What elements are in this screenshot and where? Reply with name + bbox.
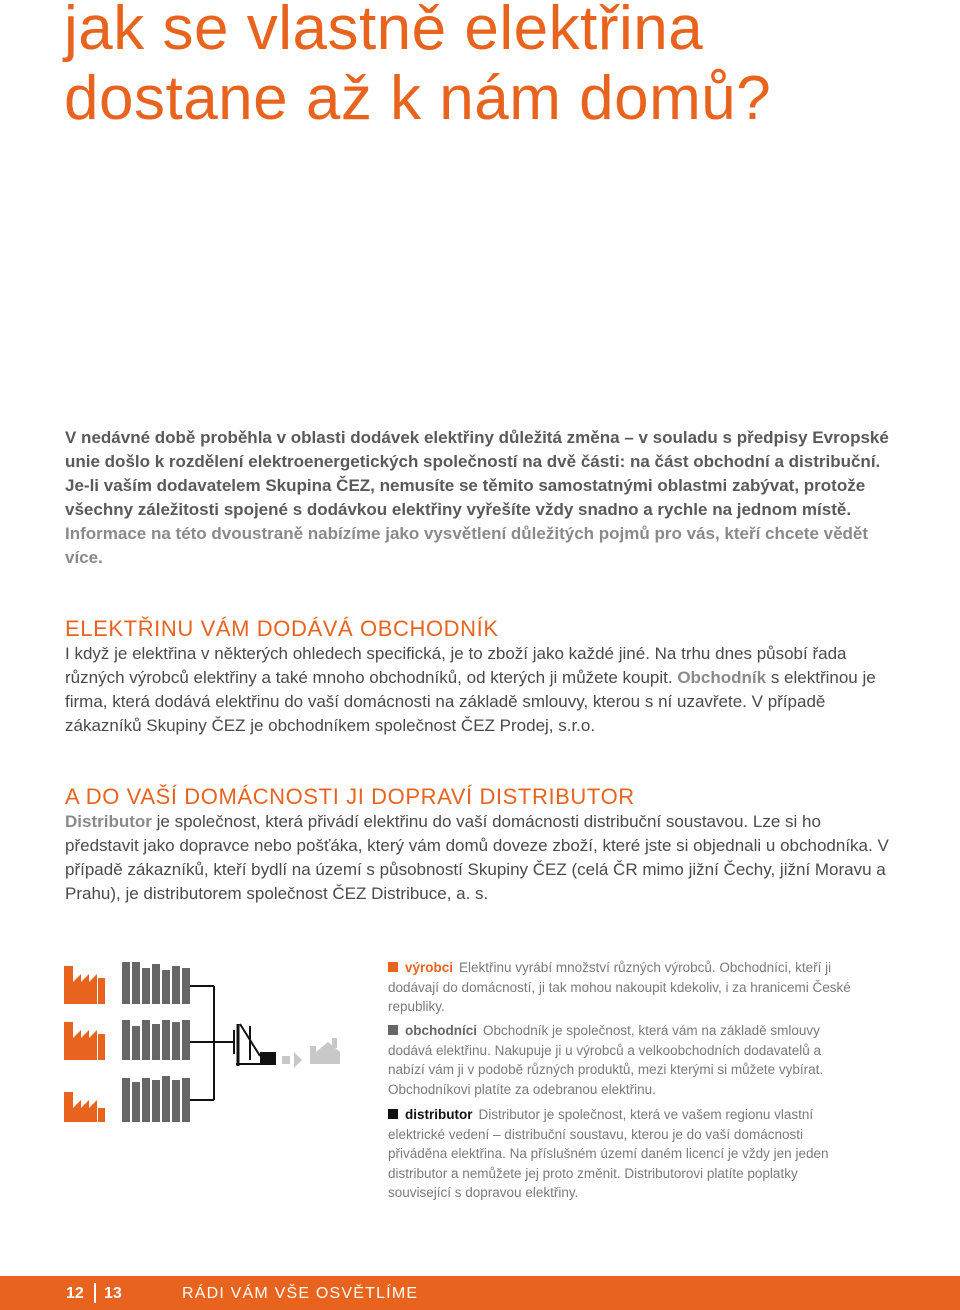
connector-lines bbox=[190, 986, 234, 1100]
page-title bbox=[64, 0, 771, 134]
distributor-square-icon bbox=[388, 1109, 398, 1119]
energy-flow-diagram bbox=[64, 960, 364, 1140]
intro-paragraph bbox=[65, 426, 895, 570]
arrow-icon bbox=[282, 1052, 302, 1068]
trader-building-icon-1 bbox=[122, 962, 190, 1004]
producer-factory-icon-1 bbox=[64, 966, 105, 1004]
legend-term: výrobci bbox=[405, 960, 454, 975]
producer-factory-icon-2 bbox=[64, 1022, 105, 1060]
section-trader-text-2: s elektřinou je firma, která dodává elektřinu do vaší domácnosti na základě smlouvy, kterou s ní uzavřete. V případě zákazníků Skupiny ČEZ je obchodníkem společnost ČEZ Prodej, s.r.o. bbox=[65, 668, 876, 735]
trader-square-icon bbox=[388, 1025, 398, 1035]
distributor-pylon-icon bbox=[236, 1024, 276, 1066]
section-distributor-text-body: je společnost, která přivádí elektřinu do vaší domácnosti distribuční soustavou. Lze si ho představit jako dopravce nebo pošťáka, který vám domů doveze zboží, které jste si objednali u obchodníka. V případě zákazníků, kteří bydlí na území s působností Skupiny ČEZ (celá ČR mimo jižní Čechy, jižní Moravu a Prahu), je distributorem společnost ČEZ Distribuce, a. s. bbox=[65, 812, 889, 903]
intro-part-3: Informace na této dvoustraně nabízíme jako vysvětlení důležitých pojmů pro vás, kteří chcete vědět více. bbox=[65, 524, 869, 567]
producer-square-icon bbox=[388, 962, 398, 972]
section-trader-heading: ELEKTŘINU VÁM DODÁVÁ OBCHODNÍK bbox=[65, 616, 499, 641]
producer-factory-icon-3 bbox=[64, 1092, 105, 1122]
title-line-2: dostane až k nám domů? bbox=[64, 64, 772, 133]
intro-part-2: Je-li vaším dodavatelem Skupina ČEZ, nemusíte se těmito samostatnými oblastmi zabývat, protože všechny záležitosti spojené s dodávkou elektřiny vyřešíte vždy snadno a rychle na jednom místě. bbox=[65, 476, 866, 519]
page-number-left: 12 bbox=[66, 1285, 84, 1302]
intro-part-1: V nedávné době proběhla v oblasti dodávek elektřiny důležitá změna – v souladu s předpisy Evropské unie došlo k rozdělení elektroenergetických společností na dvě části: na část obchodní a distribuční. bbox=[65, 428, 889, 471]
legend-item-producers bbox=[388, 958, 858, 1017]
legend-item-traders bbox=[388, 1021, 858, 1099]
footer-tagline: RÁDI VÁM VŠE OSVĚTLÍME bbox=[182, 1285, 419, 1302]
legend-text: Elektřinu vyrábí množství různých výrobců. Obchodníci, kteří ji dodávají do domácností, ji tak mohou nakoupit kdekoliv, i za hranicemi České republiky. bbox=[388, 960, 851, 1014]
title-line-1: jak se vlastně elektřina bbox=[64, 0, 704, 63]
trader-building-icon-2 bbox=[122, 1020, 190, 1060]
section-distributor-text bbox=[65, 810, 895, 906]
legend-text: Obchodník je společnost, která vám na základě smlouvy dodává elektřinu. Nakupuje ji u výrobců a velkoobchodních dodavatelů a nabízí vám ji v podobě různých produktů, mezi kterými si můžete vybírat. Obchodníkovi platíte za odebranou elektřinu. bbox=[388, 1023, 824, 1097]
legend-term: distributor bbox=[405, 1107, 473, 1122]
section-trader-text-1: I když je elektřina v některých ohledech specifická, je to zboží jako každé jiné. Na trhu dnes působí řada různých výrobců elektřiny a také mnoho obchodníků, od kterých ji můžete koupit. bbox=[65, 644, 847, 687]
section-trader-text bbox=[65, 642, 895, 738]
home-icon bbox=[310, 1038, 340, 1064]
distributor-term: Distributor bbox=[65, 812, 152, 831]
legend-item-distributor bbox=[388, 1105, 858, 1203]
footer-bar bbox=[0, 1276, 960, 1310]
legend-text: Distributor je společnost, která ve vašem regionu vlastní elektrické vedení – distribuční soustavu, kterou je do vaší domácnosti přiváděna elektřina. Na příslušném území daném licencí je vždy jen jeden distributor a nemůžete jej proto změnit. Distributorovi platíte poplatky související s dopravou elektřiny. bbox=[388, 1107, 829, 1200]
trader-term: Obchodník bbox=[677, 668, 767, 687]
trader-building-icon-3 bbox=[122, 1076, 190, 1122]
section-distributor-heading: A DO VAŠÍ DOMÁCNOSTI JI DOPRAVÍ DISTRIBUTOR bbox=[65, 784, 635, 809]
page-number-right: 13 bbox=[104, 1285, 122, 1302]
legend-term: obchodníci bbox=[405, 1023, 477, 1038]
page-separator bbox=[94, 1283, 96, 1303]
